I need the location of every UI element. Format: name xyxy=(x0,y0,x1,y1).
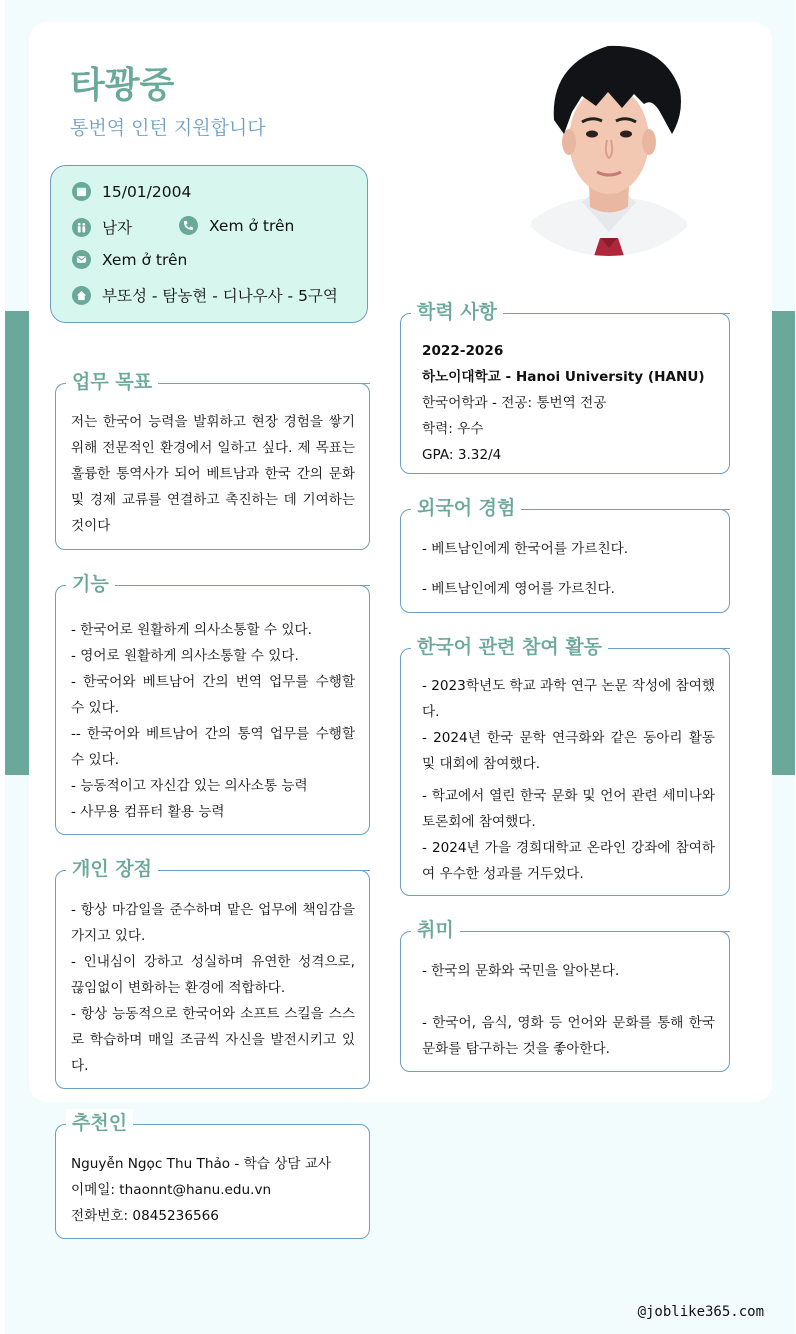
hobbies-title: 취미 xyxy=(411,916,460,944)
address-value: 부또성 - 탐농현 - 디나우사 - 5구역 xyxy=(102,287,338,305)
right-accent-band xyxy=(772,311,795,775)
strengths-item: - 인내심이 강하고 성실하며 유연한 성격으로, 끊임없이 변화하는 환경에 적합하다. xyxy=(71,954,355,996)
spacer xyxy=(422,562,715,576)
objective-title: 업무 목표 xyxy=(66,368,158,396)
skills-item: - 영어로 원활하게 의사소통할 수 있다. xyxy=(71,648,299,664)
section-rule xyxy=(473,931,730,932)
education-section xyxy=(400,301,730,474)
phone-value: Xem ở trên xyxy=(209,216,295,235)
section-rule xyxy=(166,870,370,871)
education-major: 한국어학과 - 전공: 통번역 전공 xyxy=(422,395,607,411)
language-item: - 베트남인에게 한국어를 가르친다. xyxy=(422,541,629,557)
strengths-title: 개인 장점 xyxy=(66,855,158,883)
activities-item: - 2024년 한국 문학 연극화와 같은 동아리 활동 및 대회에 참여했다. xyxy=(422,730,715,772)
strengths-section xyxy=(55,858,370,1089)
skills-item: - 능동적이고 자신감 있는 의사소통 능력 xyxy=(71,778,308,794)
language-body xyxy=(422,536,715,602)
contact-info-box xyxy=(50,165,368,323)
birthdate-value: 15/01/2004 xyxy=(102,182,192,201)
gender-icon xyxy=(72,218,91,237)
language-section xyxy=(400,497,730,613)
spacer xyxy=(422,984,715,1010)
left-accent-band xyxy=(5,311,30,775)
gender-value: 남자 xyxy=(102,219,132,237)
email-icon xyxy=(72,250,91,269)
references-body xyxy=(71,1151,355,1229)
education-grade: 학력: 우수 xyxy=(422,421,484,437)
language-title: 외국어 경험 xyxy=(411,494,521,522)
skills-item: - 사무용 컴퓨터 활용 능력 xyxy=(71,804,225,820)
objective-section xyxy=(55,371,370,550)
section-rule xyxy=(625,648,730,649)
gender-row xyxy=(72,216,132,238)
skills-item: - 한국어와 베트남어 간의 번역 업무를 수행할 수 있다. xyxy=(71,674,355,716)
section-rule xyxy=(531,509,730,510)
calendar-icon xyxy=(72,182,91,201)
education-school: 하노이대학교 - Hanoi University (HANU) xyxy=(422,369,705,385)
reference-person: Nguyễn Ngọc Thu Thảo - 학습 상담 교사 xyxy=(71,1156,332,1172)
language-item: - 베트남인에게 영어를 가르친다. xyxy=(422,581,615,597)
skills-item: - 한국어로 원활하게 의사소통할 수 있다. xyxy=(71,622,312,638)
activities-item: - 학교에서 열린 한국 문화 및 언어 관련 세미나와 토론회에 참여했다. xyxy=(422,788,715,830)
objective-text: 저는 한국어 능력을 발휘하고 현장 경험을 쌓기 위해 전문적인 환경에서 일하고 싶다. 제 목표는 훌륭한 통역사가 되어 베트남과 한국 간의 문화 및 경제 교류를 연결하고 촉진하는 데 기여하는 것이다 xyxy=(71,414,355,534)
hobbies-item: - 한국의 문화와 국민을 알아본다. xyxy=(422,963,620,979)
skills-body xyxy=(71,617,355,825)
strengths-item: - 항상 능동적으로 한국어와 소프트 스킬을 스스로 학습하며 매일 조금씩 자신을 발전시키고 있다. xyxy=(71,1006,355,1074)
activities-title: 한국어 관련 참여 활동 xyxy=(411,633,608,661)
education-period: 2022-2026 xyxy=(422,343,504,359)
activities-item: - 2024년 가을 경희대학교 온라인 강좌에 참여하여 우수한 성과를 거두었다. xyxy=(422,840,715,882)
footer-handle: @joblike365.com xyxy=(637,1304,764,1320)
hobbies-body xyxy=(422,958,715,1062)
references-section xyxy=(55,1112,370,1239)
activities-section xyxy=(400,636,730,896)
reference-email: 이메일: thaonnt@hanu.edu.vn xyxy=(71,1182,272,1198)
activities-item: - 2023학년도 학교 과학 연구 논문 작성에 참여했다. xyxy=(422,678,715,720)
email-value: Xem ở trên xyxy=(102,250,188,269)
home-icon xyxy=(72,286,91,305)
references-title: 추천인 xyxy=(66,1109,133,1137)
candidate-name: 타꽝중 xyxy=(70,65,175,106)
reference-phone: 전화번호: 0845236566 xyxy=(71,1208,219,1224)
skills-title: 기능 xyxy=(66,570,115,598)
strengths-body xyxy=(71,897,355,1079)
address-row xyxy=(72,284,338,306)
education-title: 학력 사항 xyxy=(411,298,503,326)
skills-section xyxy=(55,573,370,835)
section-rule xyxy=(128,585,370,586)
activities-body xyxy=(422,673,715,887)
strengths-item: - 항상 마감일을 준수하며 맡은 업무에 책임감을 가지고 있다. xyxy=(71,902,355,944)
skills-item: -- 한국어와 베트남어 간의 통역 업무를 수행할 수 있다. xyxy=(71,726,355,768)
phone-icon xyxy=(179,216,198,235)
section-rule xyxy=(515,313,730,314)
section-rule xyxy=(174,383,370,384)
birthdate-row xyxy=(72,182,191,201)
phone-row xyxy=(179,216,294,235)
hobbies-section xyxy=(400,919,730,1072)
email-row xyxy=(72,250,187,269)
hobbies-item: - 한국어, 음식, 영화 등 언어와 문화를 통해 한국 문화를 탐구하는 것을 좋아한다. xyxy=(422,1015,715,1057)
job-subtitle: 통번역 인턴 지원합니다 xyxy=(70,117,266,139)
education-body xyxy=(422,338,715,468)
objective-body xyxy=(71,409,355,539)
profile-photo xyxy=(512,42,706,256)
education-gpa: GPA: 3.32/4 xyxy=(422,447,502,463)
